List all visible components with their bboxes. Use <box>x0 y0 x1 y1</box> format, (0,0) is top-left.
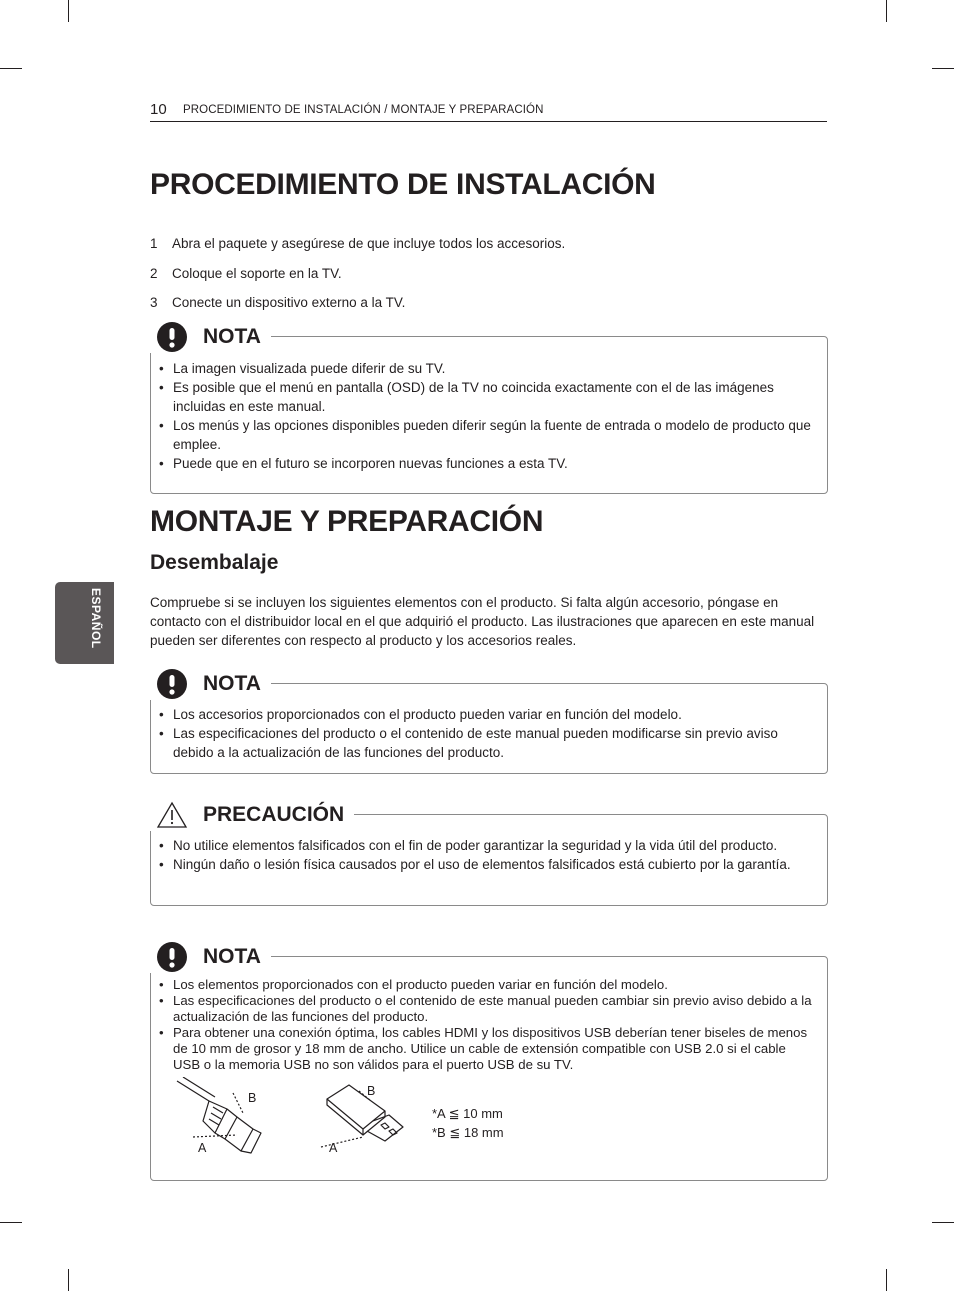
header-rule <box>150 121 827 122</box>
list-item: • Las especificaciones del producto o el contenido de este manual pueden cambiar sin previo aviso debido a la actualización de las funciones del producto. <box>159 993 815 1025</box>
dimension-a: *A ≦ 10 mm <box>432 1106 503 1121</box>
running-title: PROCEDIMIENTO DE INSTALACIÓN / MONTAJE Y PREPARACIÓN <box>183 104 544 116</box>
exclamation-icon <box>156 941 188 973</box>
note-list <box>159 359 815 473</box>
crop-mark <box>886 0 887 22</box>
caution-box <box>150 803 828 906</box>
note-box-installation <box>150 325 828 494</box>
list-item: • Los accesorios proporcionados con el producto pueden variar en función del modelo. <box>159 705 815 724</box>
note-list <box>159 705 815 762</box>
step-item: 1 Abra el paquete y asegúrese de que incluye todos los accesorios. <box>150 236 566 251</box>
list-item: • Los menús y las opciones disponibles pueden diferir según la fuente de entrada o modelo de producto que emplee. <box>159 416 815 454</box>
caution-heading: PRECAUCIÓN <box>150 799 354 831</box>
list-item: • Para obtener una conexión óptima, los cables HDMI y los dispositivos USB deberían tener biseles de menos de 10 mm de grosor y 18 mm de ancho. Utilice un cable de extensión compatible con USB 2.0 si el cable USB o la memoria USB no son válidos para el puerto USB de su TV. <box>159 1025 815 1073</box>
exclamation-icon <box>156 668 188 700</box>
section-title-installation: PROCEDIMIENTO DE INSTALACIÓN <box>150 168 656 201</box>
hdmi-connector-illustration <box>173 1077 283 1157</box>
list-item: • Puede que en el futuro se incorporen nuevas funciones a esta TV. <box>159 454 815 473</box>
step-item: 2 Coloque el soporte en la TV. <box>150 265 342 281</box>
hdmi-label-a: A <box>198 1141 207 1155</box>
usb-label-a: A <box>329 1141 338 1155</box>
language-tab-label: ESPAÑOL <box>89 588 103 649</box>
language-tab <box>55 582 114 664</box>
note-heading: NOTA <box>150 941 271 973</box>
installation-steps <box>150 236 565 325</box>
section-title-assembly: MONTAJE Y PREPARACIÓN <box>150 505 544 538</box>
note-heading: NOTA <box>150 321 271 353</box>
crop-mark <box>932 68 954 69</box>
unpacking-intro: Compruebe si se incluyen los siguientes elementos con el producto. Si falta algún accesorio, póngase en contacto con el distribuidor local en el que adquirió el producto. Las ilustraciones que aparecen en este manual pueden ser diferentes con respecto al producto y los accesorios reales. <box>150 595 815 648</box>
note-box-connectors <box>150 945 828 1181</box>
crop-mark <box>68 0 69 22</box>
note-heading: NOTA <box>150 668 271 700</box>
warning-triangle-icon <box>156 799 188 831</box>
crop-mark <box>932 1222 954 1223</box>
caution-list <box>159 836 815 874</box>
page-number: 10 <box>150 101 167 118</box>
subsection-title-unpacking: Desembalaje <box>150 551 279 574</box>
crop-mark <box>886 1269 887 1291</box>
dimension-b: *B ≦ 18 mm <box>432 1125 504 1140</box>
list-item: • No utilice elementos falsificados con el fin de poder garantizar la seguridad y la vida útil del producto. <box>159 836 815 855</box>
exclamation-icon <box>156 321 188 353</box>
step-item: 3 Conecte un dispositivo externo a la TV. <box>150 295 406 310</box>
note-box-unpacking <box>150 672 828 774</box>
list-item: • Es posible que el menú en pantalla (OSD) de la TV no coincida exactamente con el de las imágenes incluidas en este manual. <box>159 378 815 416</box>
list-item: • Las especificaciones del producto o el contenido de este manual pueden modificarse sin previo aviso debido a la actualización de las funciones del producto. <box>159 724 815 762</box>
list-item: • Los elementos proporcionados con el producto pueden variar en función del modelo. <box>159 977 815 993</box>
hdmi-label-b: B <box>248 1091 257 1105</box>
list-item: • Ningún daño o lesión física causados por el uso de elementos falsificados está cubierto por la garantía. <box>159 855 815 874</box>
crop-mark <box>0 1222 22 1223</box>
crop-mark <box>0 68 22 69</box>
crop-mark <box>68 1269 69 1291</box>
list-item: • La imagen visualizada puede diferir de su TV. <box>159 359 815 378</box>
usb-label-b: B <box>367 1084 376 1098</box>
note-list <box>159 977 815 1073</box>
